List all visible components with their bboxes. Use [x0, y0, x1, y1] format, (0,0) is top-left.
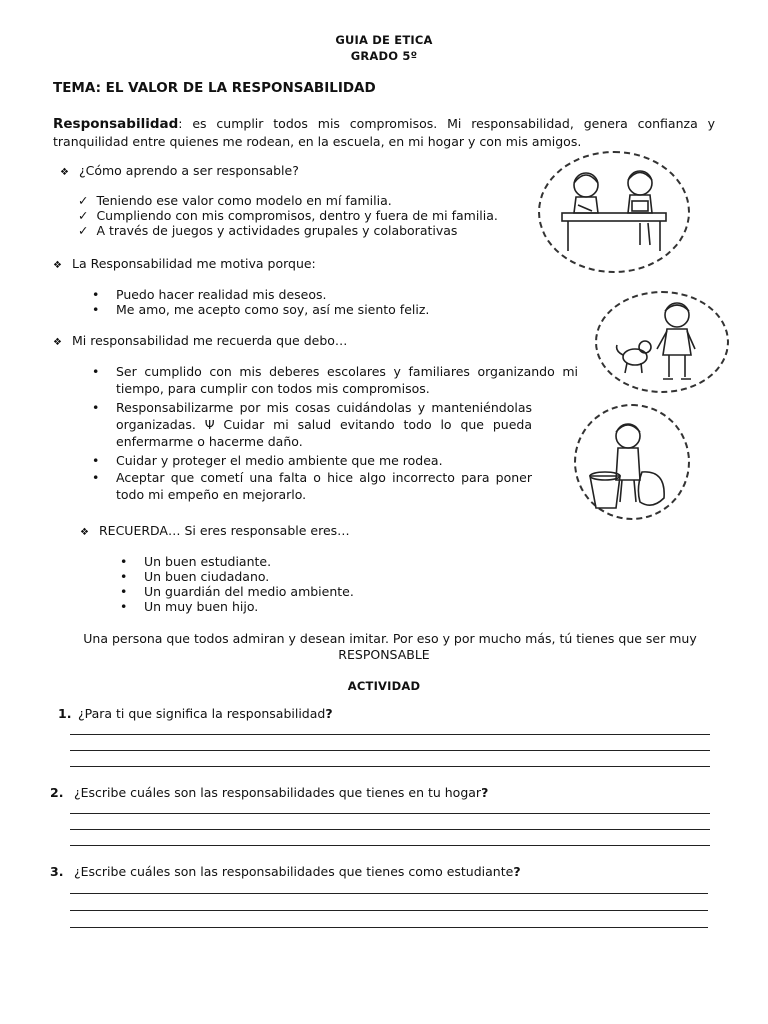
section4-item-text: Un buen ciudadano.: [144, 569, 270, 584]
question-2: [50, 785, 488, 800]
children-studying-icon: [540, 153, 688, 271]
answer-line[interactable]: [70, 734, 710, 735]
section4-item-text: Un muy buen hijo.: [144, 599, 259, 614]
child-taking-out-trash-illustration: [574, 404, 690, 520]
question-text: ¿Para ti que significa la responsabilidad: [77, 706, 326, 721]
answer-line[interactable]: [70, 750, 710, 751]
bullet-icon: •: [92, 453, 100, 468]
check-mark-icon: ✓: [78, 223, 89, 238]
section3-item-text: Cuidar y proteger el medio ambiente que me rodea.: [116, 453, 443, 468]
section2-item-text: Me amo, me acepto como soy, así me siento feliz.: [116, 302, 430, 317]
bullet-icon: •: [120, 584, 128, 599]
answer-line[interactable]: [70, 910, 708, 911]
diamond-bullet-icon: ❖: [53, 337, 62, 348]
question-number: 1.: [58, 706, 72, 721]
section4-item-text: Un buen estudiante.: [144, 554, 272, 569]
section3-item: [92, 469, 532, 503]
section2-item: [92, 302, 429, 317]
check-mark-icon: ✓: [78, 208, 89, 223]
question-text: ¿Escribe cuáles son las responsabilidades que tienes como estudiante: [73, 864, 514, 879]
section2-heading: [53, 256, 316, 271]
bullet-icon: •: [92, 302, 100, 317]
section4-item: [120, 584, 354, 599]
section3-item: [92, 399, 532, 450]
section3-heading: [53, 333, 347, 348]
section1-item-text: Teniendo ese valor como modelo en mí familia.: [96, 193, 392, 208]
section3-heading-text: Mi responsabilidad me recuerda que debo…: [71, 333, 348, 348]
section4-heading-text: RECUERDA… Si eres responsable eres…: [98, 523, 350, 538]
bullet-icon: •: [120, 569, 128, 584]
bullet-icon: •: [92, 364, 100, 379]
section4-item: [120, 569, 269, 584]
section1-heading-text: ¿Cómo aprendo a ser responsable?: [78, 163, 299, 178]
section3-item: [92, 452, 532, 469]
section1-heading: [60, 163, 299, 178]
answer-line[interactable]: [70, 893, 708, 894]
definition-paragraph: [53, 115, 715, 150]
section3-item-text: Aceptar que cometí una falta o hice algo incorrecto para poner todo mi empeño en mejorarlo.: [116, 470, 532, 502]
diamond-bullet-icon: ❖: [53, 260, 62, 271]
bullet-icon: •: [92, 400, 100, 415]
section4-item: [120, 599, 258, 614]
answer-line[interactable]: [70, 927, 708, 928]
section3-item: [92, 363, 578, 397]
section4-item-text: Un guardián del medio ambiente.: [144, 584, 354, 599]
boy-with-dog-icon: [597, 293, 727, 391]
question-mark: ?: [513, 864, 521, 879]
section3-item-text: Ser cumplido con mis deberes escolares y familiares organizando mi tiempo, para cumplir con todos mis compromisos.: [116, 364, 578, 396]
section4-item: [120, 554, 271, 569]
question-mark: ?: [481, 785, 489, 800]
definition-term: Responsabilidad: [53, 116, 179, 132]
question-3: [50, 864, 521, 879]
bullet-icon: •: [92, 287, 100, 302]
bullet-icon: •: [120, 599, 128, 614]
theme-heading: TEMA: EL VALOR DE LA RESPONSABILIDAD: [53, 80, 376, 96]
question-text: ¿Escribe cuáles son las responsabilidades que tienes en tu hogar: [73, 785, 482, 800]
section1-item-text: Cumpliendo con mis compromisos, dentro y fuera de mi familia.: [96, 208, 498, 223]
closing-line-2: RESPONSABLE: [338, 647, 430, 662]
header-line-1: GUIA DE ETICA: [335, 33, 433, 47]
answer-line[interactable]: [70, 813, 710, 814]
check-mark-icon: ✓: [78, 193, 89, 208]
section2-item-text: Puedo hacer realidad mis deseos.: [116, 287, 327, 302]
section4-heading: [80, 523, 350, 538]
section1-item: [78, 193, 392, 209]
section3-item-text: Responsabilizarme por mis cosas cuidándolas y manteniéndolas organizadas. Ψ Cuidar mi salud evitando todo lo que pueda enfermarme o hacerme daño.: [116, 400, 532, 449]
section1-item-text: A través de juegos y actividades grupales y colaborativas: [96, 223, 458, 238]
bullet-icon: •: [120, 554, 128, 569]
question-mark: ?: [325, 706, 333, 721]
question-number: 2.: [50, 785, 64, 800]
children-studying-illustration: [538, 151, 690, 273]
header-line-2: GRADO 5º: [350, 49, 418, 63]
trash-bin-icon: [576, 406, 688, 518]
activity-title: ACTIVIDAD: [347, 679, 421, 693]
diamond-bullet-icon: ❖: [60, 167, 69, 178]
definition-text: : es cumplir todos mis compromisos. Mi responsabilidad, genera confianza y tranquilidad entre quienes me rodean, en la escuela, en mi hogar y con mis amigos.: [53, 116, 715, 149]
closing-line-1: Una persona que todos admiran y desean imitar. Por eso y por mucho más, tú tienes que ser muy: [83, 631, 697, 646]
boy-with-dog-illustration: [595, 291, 729, 393]
section2-item: [92, 287, 327, 302]
answer-line[interactable]: [70, 829, 710, 830]
section1-item: [78, 208, 498, 224]
question-1: [58, 706, 333, 721]
section2-heading-text: La Responsabilidad me motiva porque:: [71, 256, 316, 271]
question-number: 3.: [50, 864, 64, 879]
answer-line[interactable]: [70, 845, 710, 846]
section1-item: [78, 223, 457, 239]
answer-line[interactable]: [70, 766, 710, 767]
bullet-icon: •: [92, 470, 100, 485]
diamond-bullet-icon: ❖: [80, 527, 89, 538]
